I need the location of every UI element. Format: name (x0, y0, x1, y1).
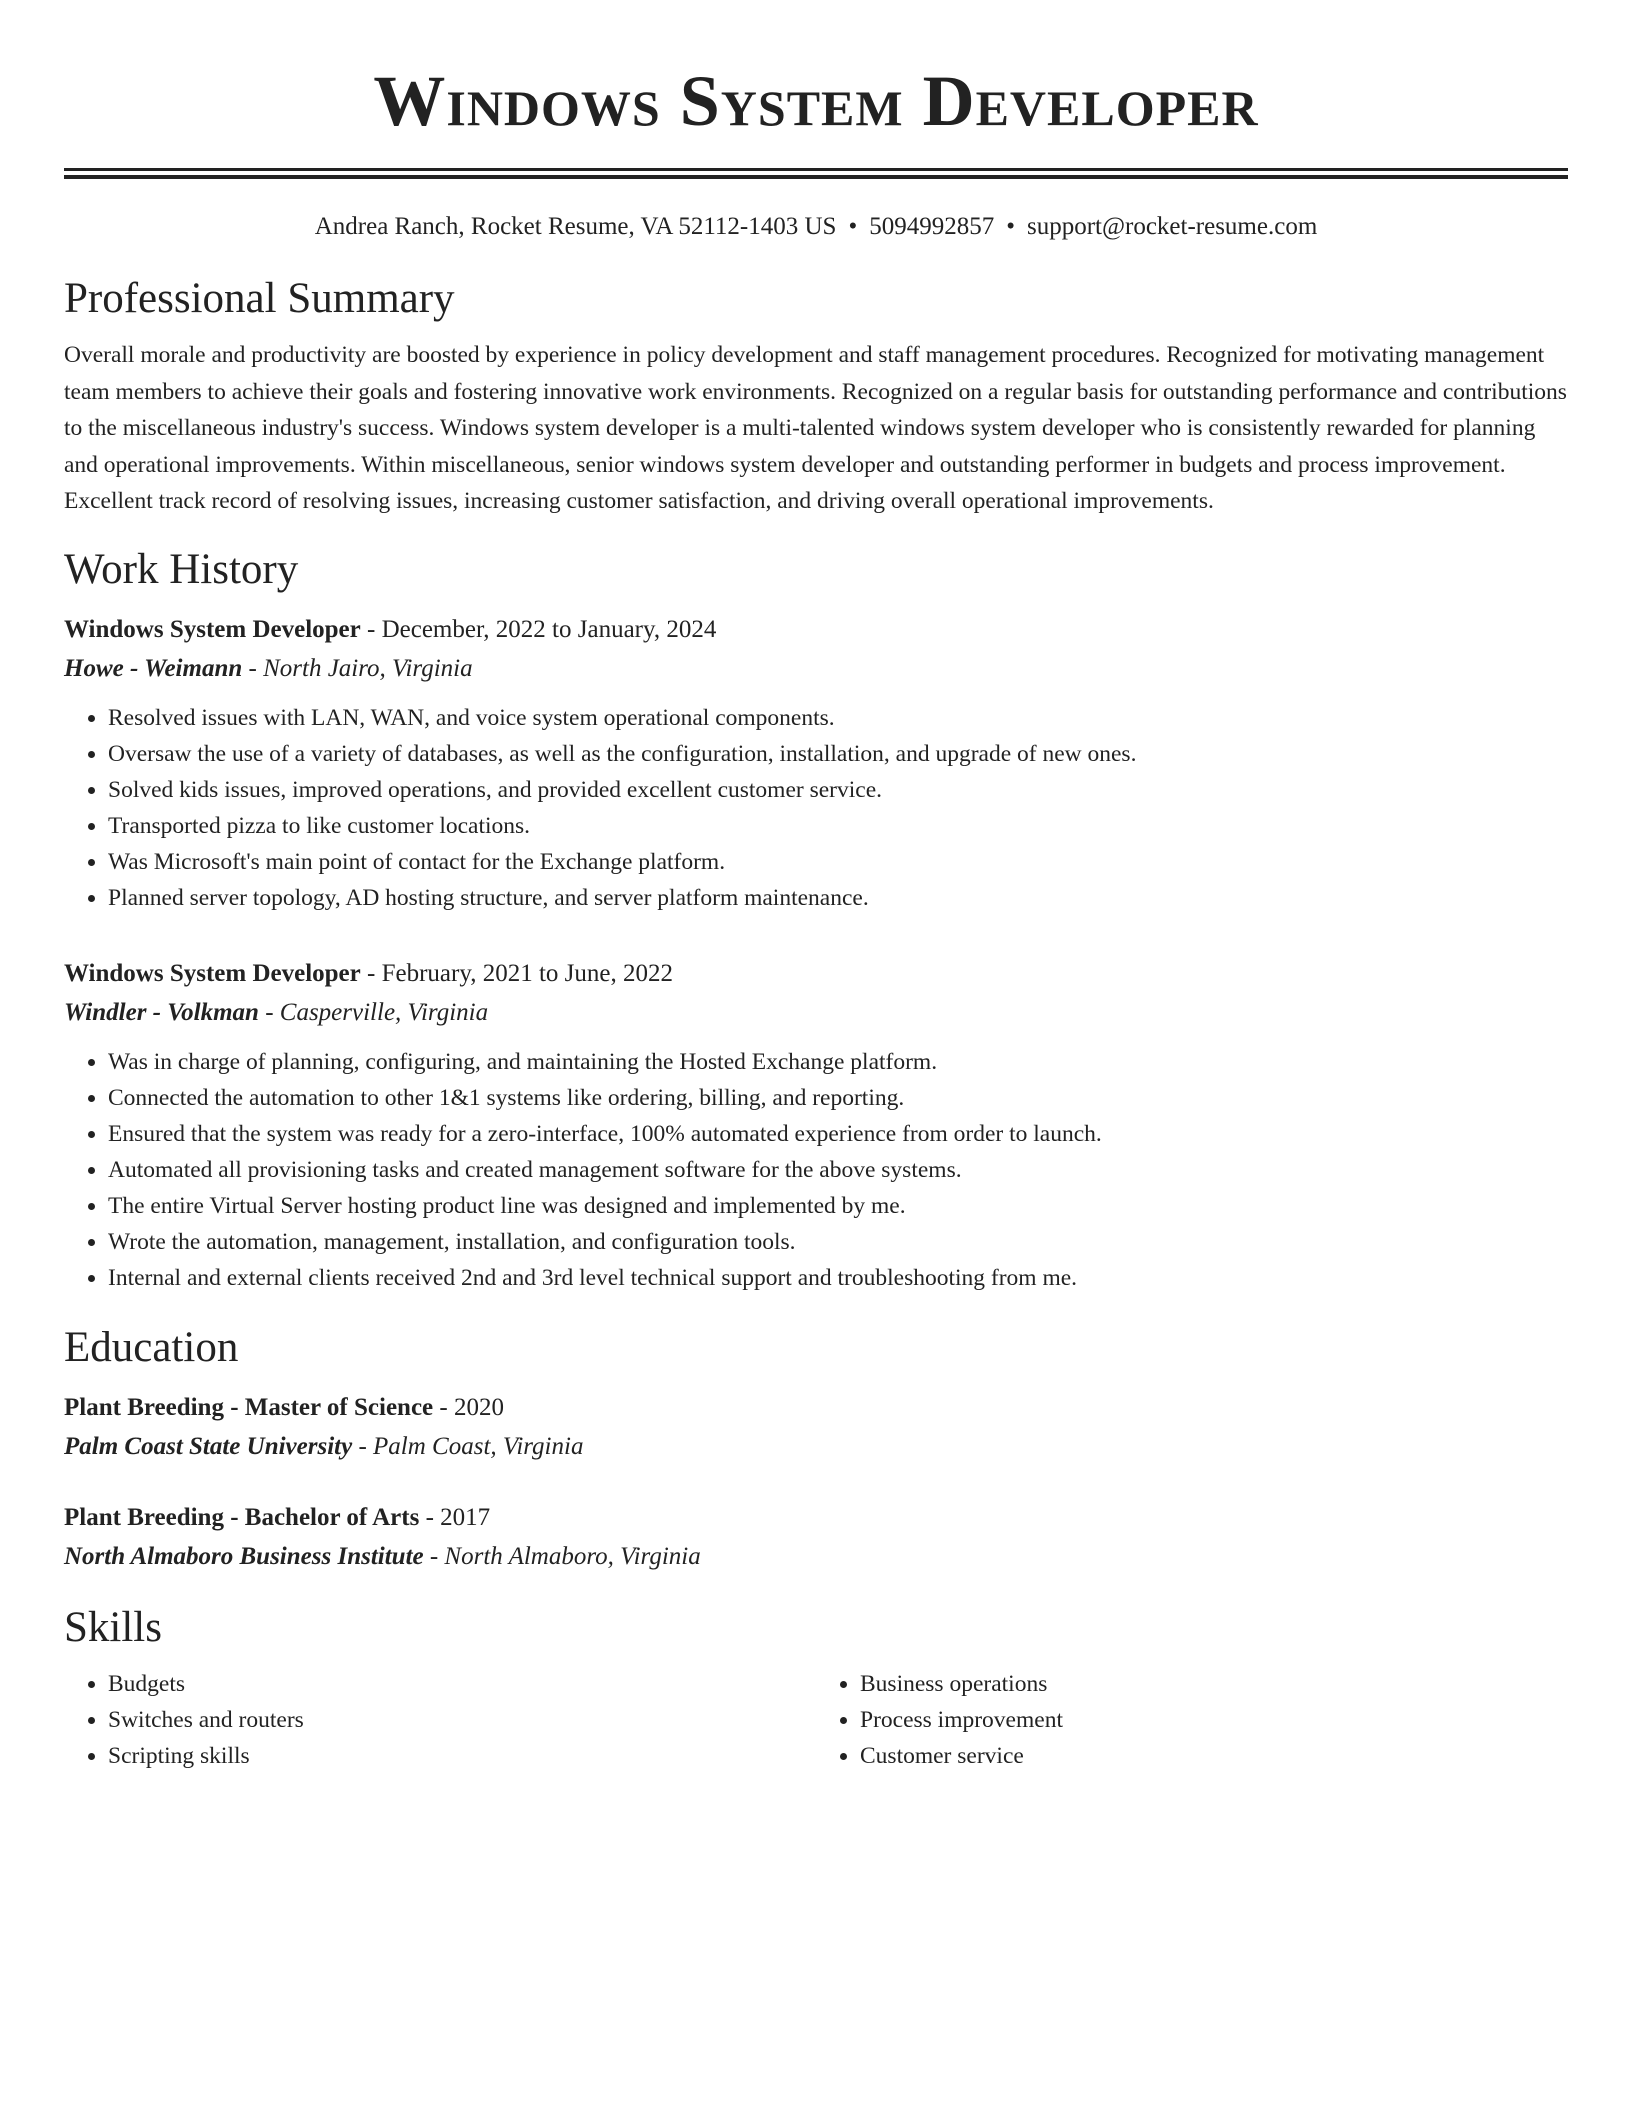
title-divider (64, 168, 1568, 179)
job-company-line (64, 993, 1568, 1032)
degree-year: - 2017 (425, 1503, 491, 1531)
degree: Plant Breeding - Master of Science (64, 1393, 434, 1421)
school-location: - Palm Coast, Virginia (358, 1432, 584, 1460)
job-entry (64, 610, 1568, 916)
summary-heading: Professional Summary (64, 275, 455, 322)
skills-heading: Skills (64, 1603, 162, 1651)
education-entry (64, 1388, 1568, 1466)
contact-email: support@rocket-resume.com (1026, 213, 1318, 240)
list-item: • Connected the automation to other 1&1 systems like ordering, billing, and reporting. (108, 1080, 1568, 1116)
list-item: • Planned server topology, AD hosting structure, and server platform maintenance. (108, 880, 1568, 916)
job-title: Windows System Developer (64, 615, 361, 643)
list-item: • Internal and external clients received 2nd and 3rd level technical support and troubleshooting from me. (108, 1260, 1568, 1296)
school-line (64, 1427, 1568, 1466)
contact-line (64, 209, 1568, 245)
job-company-line (64, 649, 1568, 688)
degree: Plant Breeding - Bachelor of Arts (64, 1503, 420, 1531)
list-item: • Switches and routers (108, 1702, 816, 1738)
list-item: • Oversaw the use of a variety of databases, as well as the configuration, installation, and upgrade of new ones. (108, 736, 1568, 772)
list-item: • Process improvement (860, 1702, 1568, 1738)
list-item: • Scripting skills (108, 1738, 816, 1774)
job-bullets (64, 700, 1568, 916)
summary-text: Overall morale and productivity are boosted by experience in policy development and staff management procedures. Recognized for motivating management team members to achieve their goals and fostering innovative work environments. Recognized on a regular basis for outstanding performance and contributions to the miscellaneous industry's success. Windows system developer is a multi-talented windows system developer who is consistently rewarded for planning and operational improvements. Within miscellaneous, senior windows system developer and outstanding performer in budgets and process improvement. Excellent track record of resolving issues, increasing customer satisfaction, and driving overall operational improvements. (64, 342, 1567, 514)
list-item: • Budgets (108, 1666, 816, 1702)
education-entry (64, 1498, 1568, 1576)
list-item: • The entire Virtual Server hosting product line was designed and implemented by me. (108, 1188, 1568, 1224)
school-location: - North Almaboro, Virginia (429, 1542, 701, 1570)
skills-column-left (64, 1666, 816, 1774)
list-item: • Ensured that the system was ready for a zero-interface, 100% automated experience from order to launch. (108, 1116, 1568, 1152)
contact-separator: • (1006, 213, 1015, 240)
job-dates: - December, 2022 to January, 2024 (367, 615, 717, 643)
job-title: Windows System Developer (64, 959, 361, 987)
contact-phone: 5094992857 (869, 213, 995, 240)
degree-line (64, 1388, 1568, 1427)
education-heading: Education (64, 1323, 239, 1371)
job-company: Howe - Weimann (64, 654, 243, 682)
job-location: - North Jairo, Virginia (248, 654, 473, 682)
list-item: • Transported pizza to like customer locations. (108, 808, 1568, 844)
job-company: Windler - Volkman (64, 998, 259, 1026)
list-item: • Wrote the automation, management, installation, and configuration tools. (108, 1224, 1568, 1260)
list-item: • Business operations (860, 1666, 1568, 1702)
job-entry (64, 954, 1568, 1296)
skills-list (64, 1666, 1568, 1774)
degree-line (64, 1498, 1568, 1537)
job-location: - Casperville, Virginia (265, 998, 489, 1026)
page-title: Windows System Developer (373, 61, 1259, 141)
job-bullets (64, 1044, 1568, 1296)
job-title-line (64, 610, 1568, 649)
list-item: • Customer service (860, 1738, 1568, 1774)
school-line (64, 1537, 1568, 1576)
contact-separator: • (848, 213, 858, 240)
list-item: • Solved kids issues, improved operations, and provided excellent customer service. (108, 772, 1568, 808)
job-title-line (64, 954, 1568, 993)
job-dates: - February, 2021 to June, 2022 (367, 959, 673, 987)
list-item: • Was in charge of planning, configuring, and maintaining the Hosted Exchange platform. (108, 1044, 1568, 1080)
school-name: Palm Coast State University (64, 1432, 353, 1460)
list-item: • Resolved issues with LAN, WAN, and voice system operational components. (108, 700, 1568, 736)
list-item: • Was Microsoft's main point of contact for the Exchange platform. (108, 844, 1568, 880)
work-history-heading: Work History (64, 545, 299, 593)
degree-year: - 2020 (439, 1393, 504, 1421)
school-name: North Almaboro Business Institute (64, 1542, 424, 1570)
skills-column-right (816, 1666, 1568, 1774)
list-item: • Automated all provisioning tasks and created management software for the above systems. (108, 1152, 1568, 1188)
contact-address: Andrea Ranch, Rocket Resume, VA 52112-1403 US (314, 213, 837, 240)
